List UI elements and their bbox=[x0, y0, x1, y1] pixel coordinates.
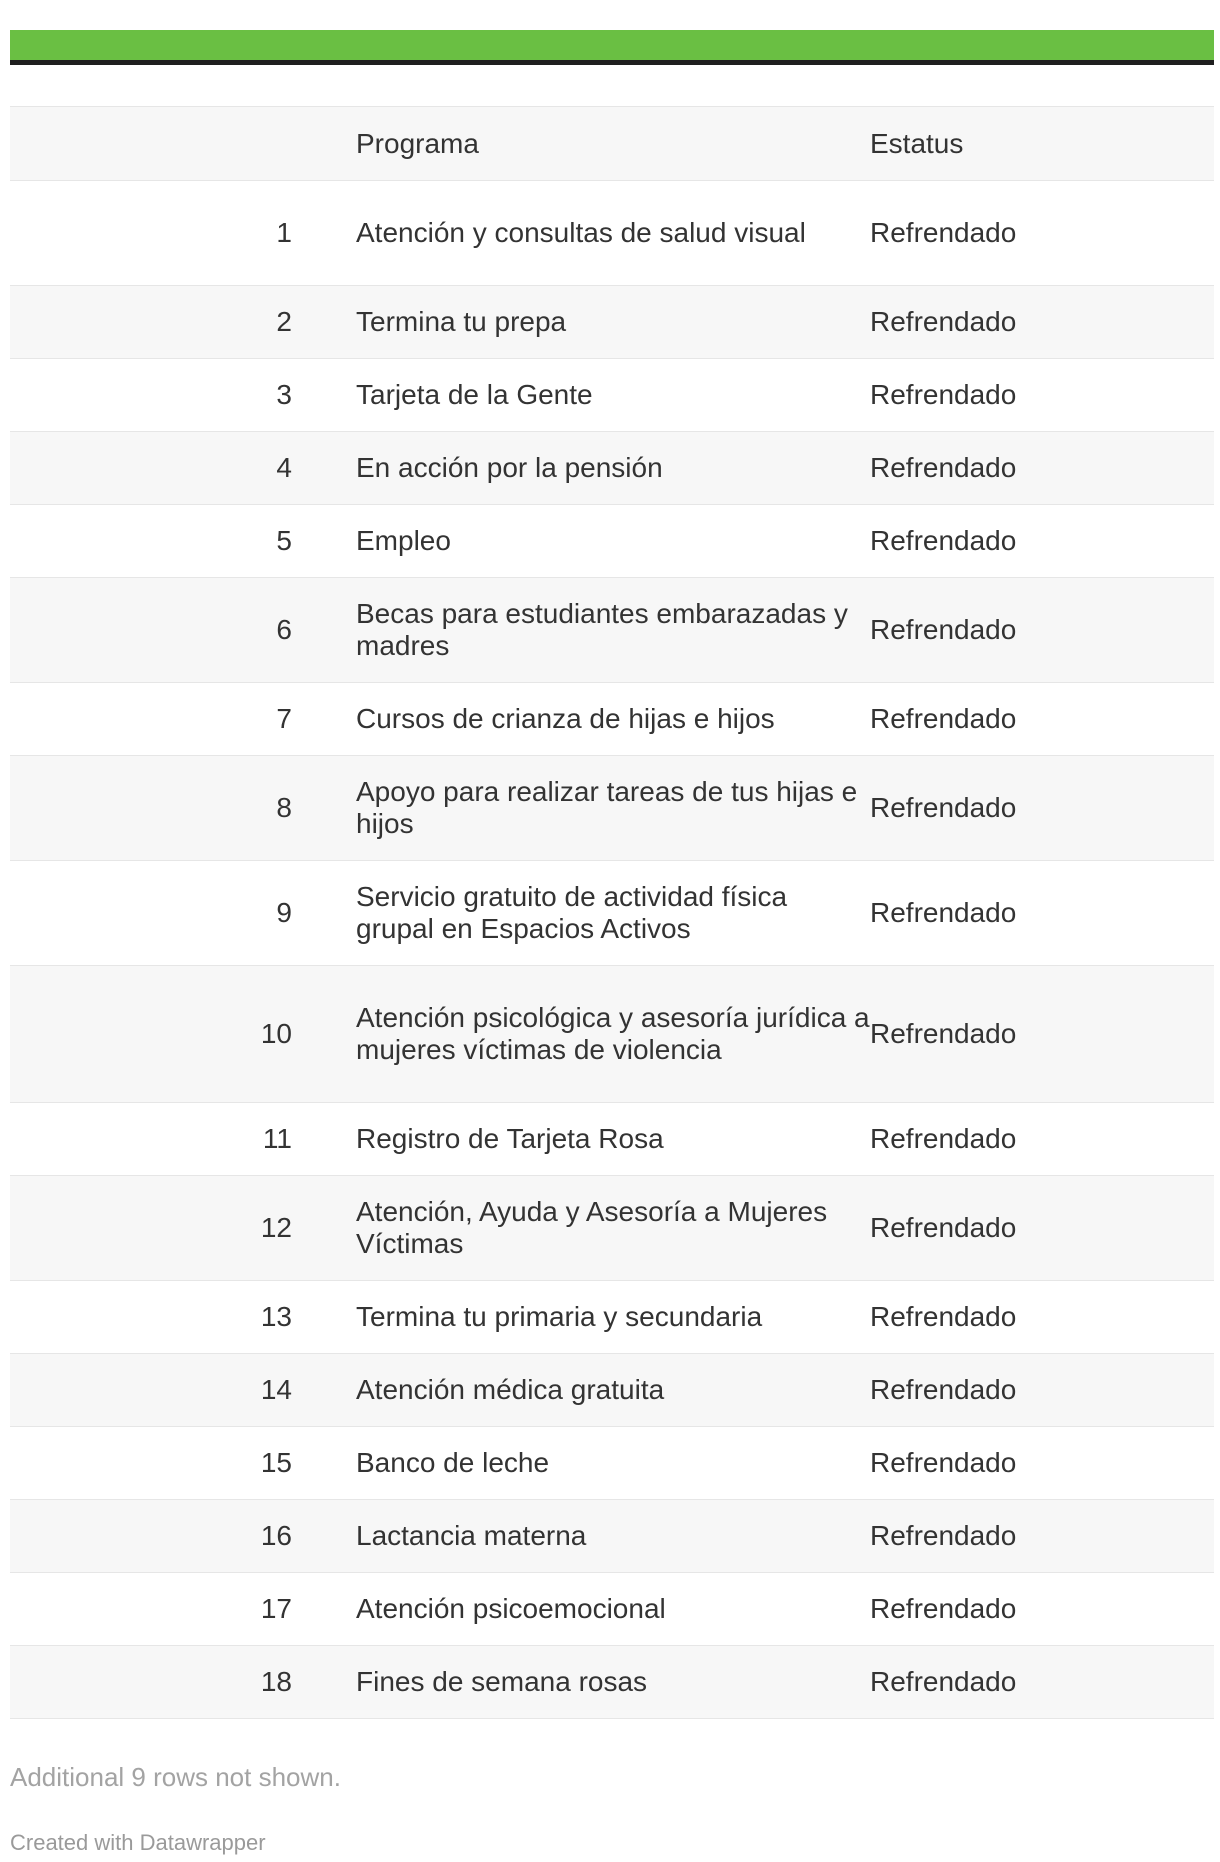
row-number: 18 bbox=[260, 1666, 292, 1697]
column-spacer bbox=[292, 578, 356, 683]
column-spacer bbox=[292, 359, 356, 432]
row-number: 11 bbox=[262, 1123, 292, 1154]
row-programa: Termina tu primaria y secundaria bbox=[356, 1301, 763, 1332]
table-row bbox=[10, 756, 1214, 861]
row-programa: Apoyo para realizar tareas de tus hijas e hijos bbox=[356, 776, 858, 839]
column-spacer bbox=[292, 107, 356, 181]
row-number: 14 bbox=[260, 1374, 292, 1405]
table-row bbox=[10, 1103, 1214, 1176]
header-rule bbox=[10, 60, 1214, 65]
table-row bbox=[10, 286, 1214, 359]
column-header-programa[interactable]: Programa bbox=[356, 127, 479, 159]
row-programa: Termina tu prepa bbox=[356, 306, 567, 337]
row-number: 17 bbox=[260, 1593, 292, 1624]
table-row bbox=[10, 966, 1214, 1103]
table-row bbox=[10, 1573, 1214, 1646]
table-row bbox=[10, 861, 1214, 966]
row-estatus: Refrendado bbox=[870, 1301, 1017, 1332]
column-spacer bbox=[292, 683, 356, 756]
row-estatus: Refrendado bbox=[870, 1018, 1017, 1049]
row-programa: Tarjeta de la Gente bbox=[356, 379, 593, 410]
column-header-number[interactable] bbox=[10, 107, 292, 181]
row-programa: Atención médica gratuita bbox=[356, 1374, 665, 1405]
table-row bbox=[10, 432, 1214, 505]
row-number: 7 bbox=[276, 703, 292, 734]
row-estatus: Refrendado bbox=[870, 1212, 1017, 1243]
header-accent-bar bbox=[10, 30, 1214, 60]
column-spacer bbox=[292, 1427, 356, 1500]
row-estatus: Refrendado bbox=[870, 306, 1017, 337]
row-programa: Atención y consultas de salud visual bbox=[356, 217, 806, 248]
table-row bbox=[10, 1354, 1214, 1427]
column-spacer bbox=[292, 1500, 356, 1573]
table-row bbox=[10, 1646, 1214, 1719]
column-spacer bbox=[292, 966, 356, 1103]
row-estatus: Refrendado bbox=[870, 452, 1017, 483]
row-programa: Becas para estudiantes embarazadas y madres bbox=[356, 598, 848, 661]
column-spacer bbox=[292, 1573, 356, 1646]
row-number: 13 bbox=[260, 1301, 292, 1332]
row-programa: Atención psicológica y asesoría jurídica a mujeres víctimas de violencia bbox=[356, 1002, 870, 1065]
table-row bbox=[10, 359, 1214, 432]
column-spacer bbox=[292, 286, 356, 359]
column-spacer bbox=[292, 432, 356, 505]
row-number: 2 bbox=[276, 306, 292, 337]
row-estatus: Refrendado bbox=[870, 1123, 1017, 1154]
row-programa: Empleo bbox=[356, 525, 451, 556]
row-estatus: Refrendado bbox=[870, 1447, 1017, 1478]
row-estatus: Refrendado bbox=[870, 1593, 1017, 1624]
column-header-estatus[interactable]: Estatus bbox=[870, 127, 964, 159]
row-number: 16 bbox=[260, 1520, 292, 1551]
table-row bbox=[10, 1281, 1214, 1354]
row-programa: Banco de leche bbox=[356, 1447, 550, 1478]
row-programa: Atención psicoemocional bbox=[356, 1593, 666, 1624]
column-spacer bbox=[292, 1103, 356, 1176]
row-number: 1 bbox=[276, 217, 292, 248]
row-number: 5 bbox=[276, 525, 292, 556]
table-notes: Additional 9 rows not shown. bbox=[10, 1762, 341, 1792]
row-estatus: Refrendado bbox=[870, 1520, 1017, 1551]
row-number: 4 bbox=[276, 452, 292, 483]
row-programa: Atención, Ayuda y Asesoría a Mujeres Víctimas bbox=[356, 1196, 828, 1259]
column-spacer bbox=[292, 1281, 356, 1354]
table-row bbox=[10, 181, 1214, 286]
table-row bbox=[10, 1427, 1214, 1500]
row-programa: En acción por la pensión bbox=[356, 452, 663, 483]
row-number: 15 bbox=[260, 1447, 292, 1478]
column-spacer bbox=[292, 861, 356, 966]
row-programa: Registro de Tarjeta Rosa bbox=[356, 1123, 664, 1154]
row-estatus: Refrendado bbox=[870, 614, 1017, 645]
row-estatus: Refrendado bbox=[870, 703, 1017, 734]
row-estatus: Refrendado bbox=[870, 792, 1017, 823]
table-row bbox=[10, 1176, 1214, 1281]
row-estatus: Refrendado bbox=[870, 897, 1017, 928]
programs-table bbox=[10, 106, 1214, 1719]
row-estatus: Refrendado bbox=[870, 1374, 1017, 1405]
column-spacer bbox=[292, 181, 356, 286]
row-number: 3 bbox=[276, 379, 292, 410]
column-spacer bbox=[292, 1646, 356, 1719]
row-number: 6 bbox=[276, 614, 292, 645]
table-row bbox=[10, 578, 1214, 683]
row-estatus: Refrendado bbox=[870, 1666, 1017, 1697]
column-spacer bbox=[292, 1354, 356, 1427]
row-number: 12 bbox=[260, 1212, 292, 1243]
column-spacer bbox=[292, 1176, 356, 1281]
row-estatus: Refrendado bbox=[870, 379, 1017, 410]
row-number: 10 bbox=[260, 1018, 292, 1049]
table-row bbox=[10, 1500, 1214, 1573]
row-number: 8 bbox=[276, 792, 292, 823]
row-programa: Lactancia materna bbox=[356, 1520, 587, 1551]
row-programa: Fines de semana rosas bbox=[356, 1666, 648, 1697]
datawrapper-credit[interactable]: Created with Datawrapper bbox=[10, 1830, 266, 1855]
row-estatus: Refrendado bbox=[870, 217, 1017, 248]
table-row bbox=[10, 683, 1214, 756]
table-header-row bbox=[10, 107, 1214, 181]
column-spacer bbox=[292, 756, 356, 861]
row-programa: Cursos de crianza de hijas e hijos bbox=[356, 703, 775, 734]
row-number: 9 bbox=[276, 897, 292, 928]
table-row bbox=[10, 505, 1214, 578]
row-estatus: Refrendado bbox=[870, 525, 1017, 556]
row-programa: Servicio gratuito de actividad física grupal en Espacios Activos bbox=[356, 881, 788, 944]
column-spacer bbox=[292, 505, 356, 578]
